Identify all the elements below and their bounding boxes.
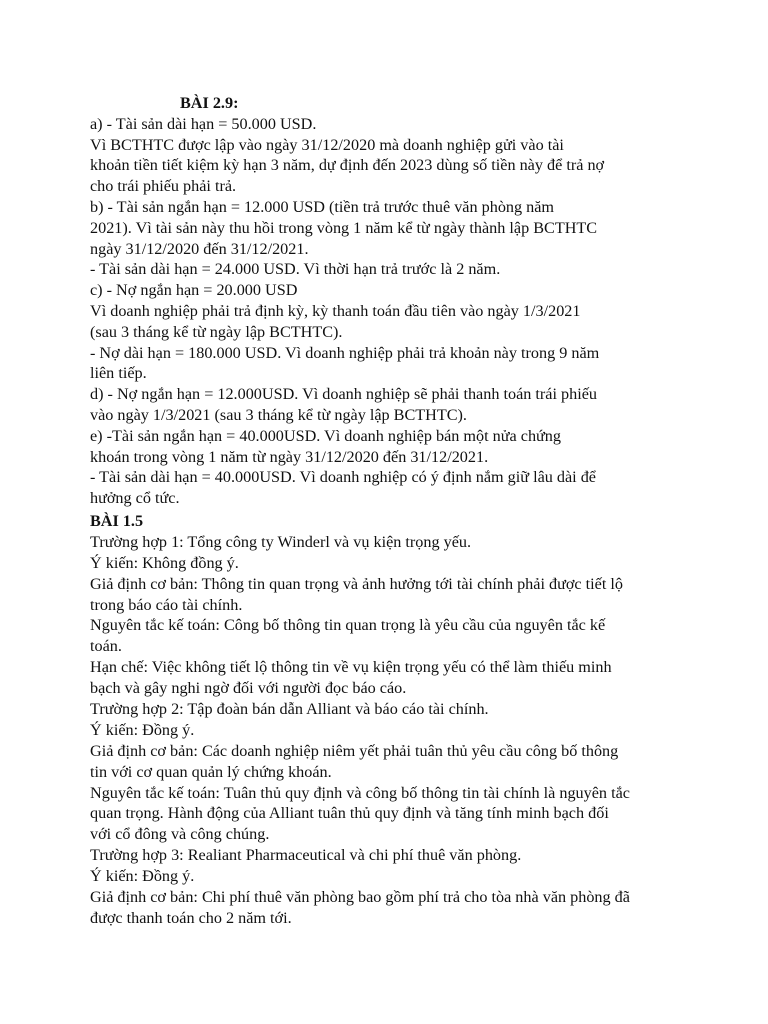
section-heading-bai-1-5: BÀI 1.5 — [90, 511, 144, 530]
text-line: a) - Tài sản dài hạn = 50.000 USD. — [90, 114, 317, 133]
text-line: liên tiếp. — [90, 364, 147, 383]
text-line: hưởng cổ tức. — [90, 489, 180, 508]
section-heading-bai-2-9: BÀI 2.9: — [180, 94, 239, 112]
text-line: Nguyên tắc kế toán: Tuân thủ quy định và công bố thông tin tài chính là nguyên tắc — [90, 783, 630, 802]
text-line: tin với cơ quan quản lý chứng khoán. — [90, 762, 332, 781]
text-line: - Nợ dài hạn = 180.000 USD. Vì doanh nghiệp phải trả khoản này trong 9 năm — [90, 343, 600, 362]
text-line: trong báo cáo tài chính. — [90, 595, 243, 614]
text-line: Giả định cơ bản: Thông tin quan trọng và ảnh hưởng tới tài chính phải được tiết lộ — [90, 574, 623, 593]
text-line: d) - Nợ ngắn hạn = 12.000USD. Vì doanh nghiệp sẽ phải thanh toán trái phiếu — [90, 385, 597, 404]
text-line: toán. — [90, 637, 122, 656]
section-bai-1-5 — [90, 511, 740, 929]
text-line: c) - Nợ ngắn hạn = 20.000 USD — [90, 281, 298, 300]
text-line: Vì doanh nghiệp phải trả định kỳ, kỳ thanh toán đầu tiên vào ngày 1/3/2021 — [90, 301, 581, 320]
text-line: cho trái phiếu phải trả. — [90, 177, 237, 196]
text-line: - Tài sản dài hạn = 24.000 USD. Vì thời hạn trả trước là 2 năm. — [90, 260, 501, 279]
text-line: (sau 3 tháng kể từ ngày lập BCTHTC). — [90, 322, 343, 341]
text-line: với cổ đông và công chúng. — [90, 825, 270, 844]
text-line: Trường hợp 1: Tổng công ty Winderl và vụ kiện trọng yếu. — [90, 532, 472, 551]
text-line: vào ngày 1/3/2021 (sau 3 tháng kể từ ngày lập BCTHTC). — [90, 405, 467, 424]
text-line: khoản tiền tiết kiệm kỳ hạn 3 năm, dự định đến 2023 dùng số tiền này để trả nợ — [90, 156, 605, 175]
text-line: Trường hợp 3: Realiant Pharmaceutical và chi phí thuê văn phòng. — [90, 846, 522, 865]
text-line: - Tài sản dài hạn = 40.000USD. Vì doanh nghiệp có ý định nắm giữ lâu dài để — [90, 468, 596, 487]
section-bai-2-9 — [90, 93, 740, 509]
text-line: Ý kiến: Không đồng ý. — [90, 553, 239, 572]
text-line: 2021). Vì tài sản này thu hồi trong vòng 1 năm kể từ ngày thành lập BCTHTC — [90, 218, 598, 237]
text-line: ngày 31/12/2020 đến 31/12/2021. — [90, 239, 309, 258]
text-line: Giả định cơ bản: Các doanh nghiệp niêm yết phải tuân thủ yêu cầu công bố thông — [90, 741, 619, 760]
text-line: Hạn chế: Việc không tiết lộ thông tin về vụ kiện trọng yếu có thể làm thiếu minh — [90, 658, 612, 677]
text-line: quan trọng. Hành động của Alliant tuân thủ quy định và tăng tính minh bạch đối — [90, 804, 609, 823]
text-line: e) -Tài sản ngắn hạn = 40.000USD. Vì doanh nghiệp bán một nửa chứng — [90, 426, 561, 445]
text-line: Nguyên tắc kế toán: Công bố thông tin quan trọng là yêu cầu của nguyên tắc kế — [90, 616, 606, 635]
text-line: được thanh toán cho 2 năm tới. — [90, 908, 292, 927]
text-line: Vì BCTHTC được lập vào ngày 31/12/2020 mà doanh nghiệp gửi vào tài — [90, 135, 564, 154]
text-line: Trường hợp 2: Tập đoàn bán dẫn Alliant và báo cáo tài chính. — [90, 699, 489, 718]
document-page — [90, 93, 740, 929]
text-line: khoán trong vòng 1 năm từ ngày 31/12/2020 đến 31/12/2021. — [90, 447, 489, 466]
text-line: b) - Tài sản ngắn hạn = 12.000 USD (tiền trả trước thuê văn phòng năm — [90, 197, 555, 216]
text-line: Ý kiến: Đồng ý. — [90, 867, 195, 886]
text-line: Giả định cơ bản: Chi phí thuê văn phòng bao gồm phí trả cho tòa nhà văn phòng đã — [90, 887, 630, 906]
text-line: Ý kiến: Đồng ý. — [90, 720, 195, 739]
text-line: bạch và gây nghi ngờ đối với người đọc báo cáo. — [90, 679, 407, 698]
